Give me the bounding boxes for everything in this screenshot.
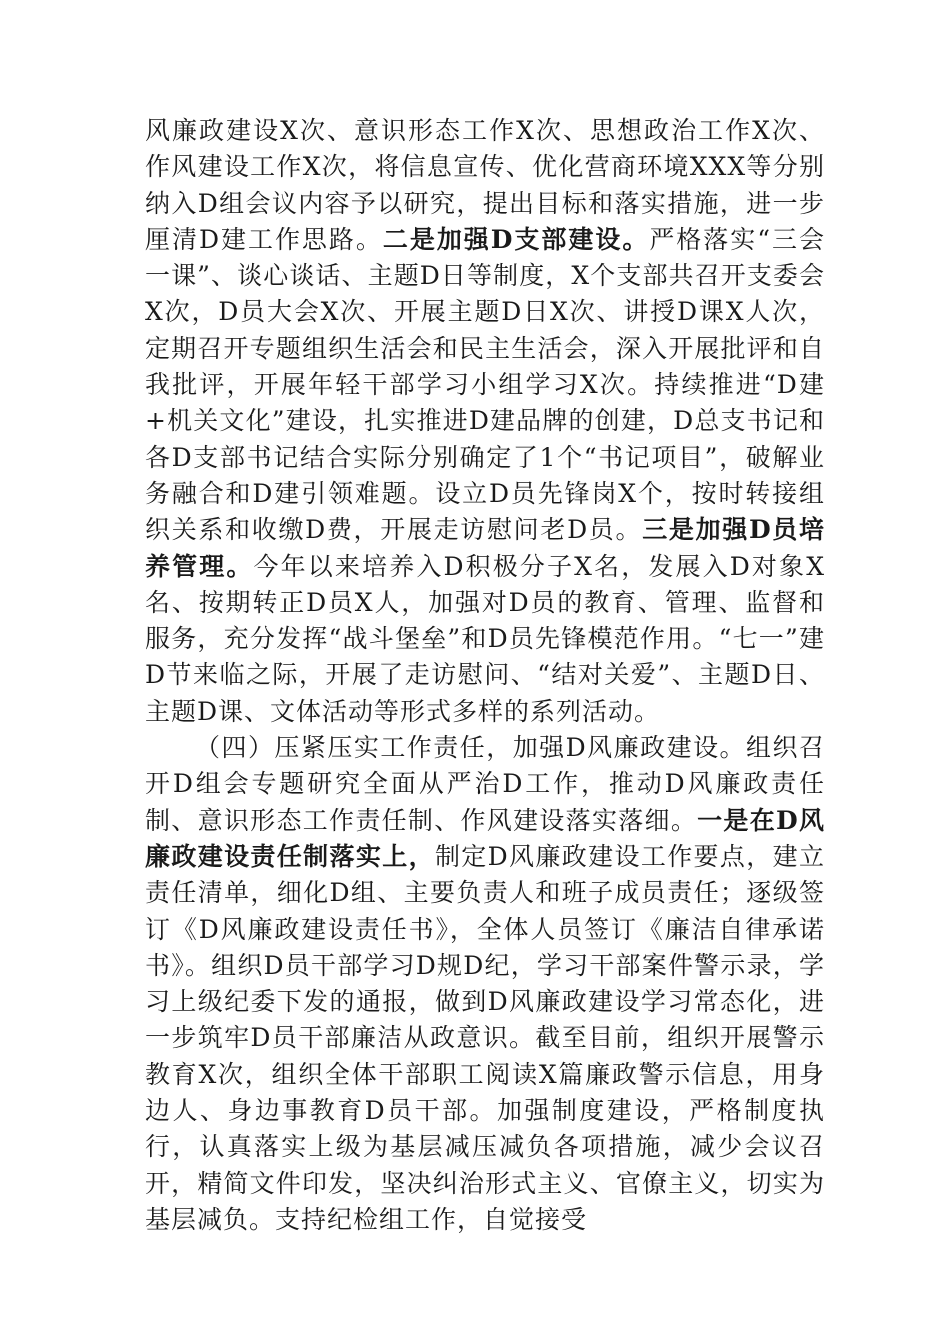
bold-heading-branch-building: 二是加强D支部建设。 <box>382 224 650 254</box>
bold-heading-member-training: 三是加强D员培养管理。 <box>145 515 826 581</box>
text-run: 今年以来培养入D积极分子X名，发展入D对象X名、按期转正D员X人，加强对D员的教育、管理、监督和服务，充分发挥“战斗堡垒”和D员先锋模范作用。“七一”建D节来临之际，开展了走访慰问、“结对关爱”、主题D日、主题D课、文体活动等形式多样的系列活动。 <box>145 551 825 726</box>
paragraph-party-building <box>145 113 825 730</box>
paragraph-clean-governance <box>145 730 825 1238</box>
bold-heading-responsibility-system: 一是在D风廉政建设责任制落实上， <box>145 805 825 871</box>
text-run: 组织召开D组会专题研究全面从严治D工作，推动D风廉政责任制、意识形态工作责任制、作风建设落实落细。 <box>145 733 825 835</box>
document-page <box>145 113 825 1238</box>
section-heading: （四）压紧压实工作责任，加强D风廉政建设。 <box>195 733 747 763</box>
text-run: 严格落实“三会一课”、谈心谈话、主题D日等制度，X个支部共召开支委会X次，D员大会X次、开展主题D日X次、讲授D课X人次，定期召开专题组织生活会和民主生活会，深入开展批评和自我批评，开展年轻干部学习小组学习X次。持续推进“D建+机关文化”建设，扎实推进D建品牌的创建，D总支书记和各D支部书记结合实际分别确定了1个“书记项目”，破解业务融合和D建引领难题。设立D员先锋岗X个，按时转接组织关系和收缴D费，开展走访慰问老D员。 <box>145 224 825 545</box>
text-run: 风廉政建设X次、意识形态工作X次、思想政治工作X次、作风建设工作X次，将信息宣传、优化营商环境XXX等分别纳入D组会议内容予以研究，提出目标和落实措施，进一步厘清D建工作思路。 <box>145 116 825 254</box>
text-run: 制定D风廉政建设工作要点，建立责任清单，细化D组、主要负责人和班子成员责任；逐级签订《D风廉政建设责任书》，全体人员签订《廉洁自律承诺书》。组织D员干部学习D规D纪，学习干部案件警示录，学习上级纪委下发的通报，做到D风廉政建设学习常态化，进一步筑牢D员干部廉洁从政意识。截至目前，组织开展警示教育X次，组织全体干部职工阅读X篇廉政警示信息，用身边人、身边事教育D员干部。加强制度建设，严格制度执行，认真落实上级为基层减压减负各项措施，减少会议召开，精简文件印发，坚决纠治形式主义、官僚主义，切实为基层减负。支持纪检组工作，自觉接受 <box>145 841 825 1234</box>
